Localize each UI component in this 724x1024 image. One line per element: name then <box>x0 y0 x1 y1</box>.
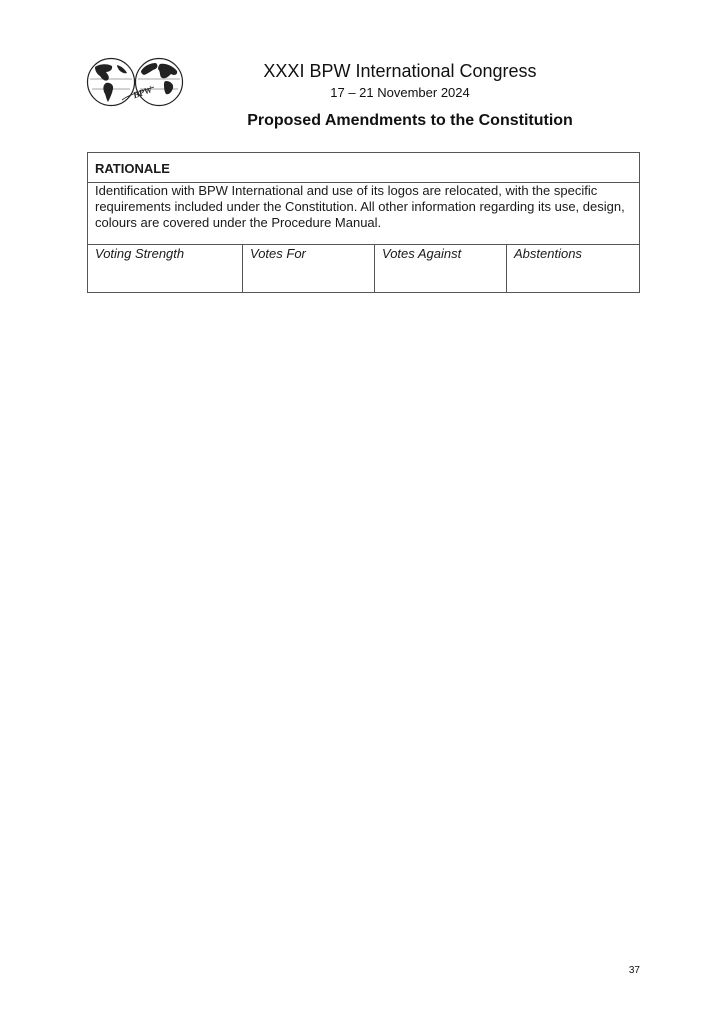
rationale-text: Identification with BPW International and use of its logos are relocated, with the specific requirements included under the Constitution. All other information regarding its use, design, colours are covered under the Procedure Manual. <box>88 183 640 245</box>
abstentions-cell: Abstentions <box>507 245 640 293</box>
logo-text: BPW <box>131 84 154 101</box>
votes-for-cell: Votes For <box>243 245 375 293</box>
votes-against-cell: Votes Against <box>375 245 507 293</box>
voting-row <box>88 245 640 293</box>
voting-strength-cell: Voting Strength <box>88 245 243 293</box>
congress-title: XXXI BPW International Congress <box>263 61 537 81</box>
rationale-table <box>87 152 640 293</box>
bpw-logo <box>86 57 184 107</box>
rationale-heading: RATIONALE <box>88 153 640 183</box>
congress-dates: 17 – 21 November 2024 <box>330 85 470 100</box>
page-number: 37 <box>628 965 640 976</box>
document-subtitle: Proposed Amendments to the Constitution <box>247 112 573 129</box>
